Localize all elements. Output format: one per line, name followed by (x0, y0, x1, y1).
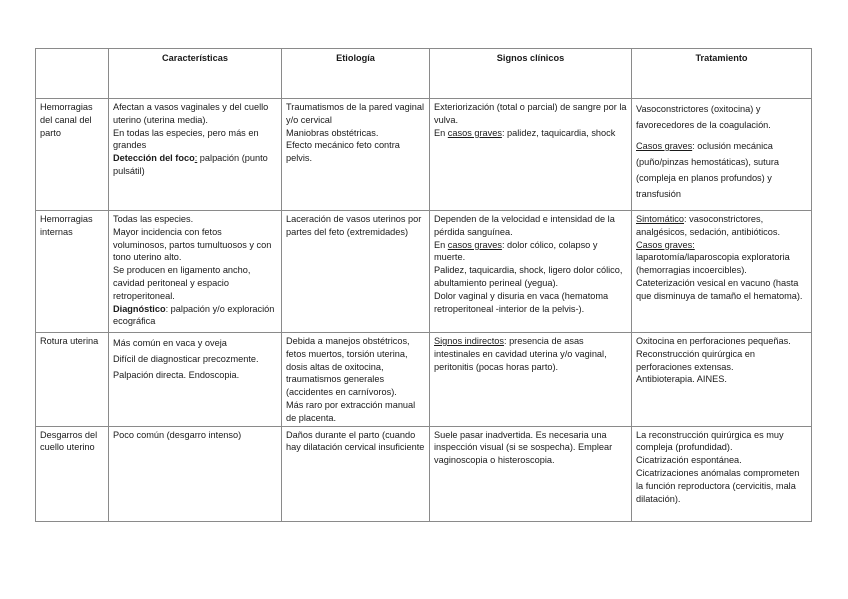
underlined-term: casos graves (447, 239, 502, 250)
cell-text: En (434, 127, 448, 138)
cell-signos-clinicos (430, 333, 632, 427)
cell-text: palpación (punto pulsátil) (113, 153, 268, 176)
cell-text: : vasoconstrictores, analgésicos, sedación, antibióticos. (636, 214, 781, 237)
cell-line: Maniobras obstétricas. (286, 127, 379, 138)
bold-term: Diagnóstico (113, 303, 166, 314)
cell-line (434, 239, 627, 265)
cell-tratamiento (632, 211, 812, 333)
table-row (36, 333, 812, 427)
cell-line (434, 335, 627, 373)
cell-line: Se producen en ligamento ancho, cavidad peritoneal y espacio retroperitoneal. (113, 265, 251, 301)
cell-line: Todas las especies. (113, 214, 194, 224)
cell-line: laparotomía/laparoscopia exploratoria (hemorragias incoercibles). (636, 252, 790, 276)
underlined-term: Casos graves (636, 141, 693, 151)
cell-text: : presencia de asas intestinales en cavidad uterina y/o vaginal, peritonitis (pocas horas parto). (434, 336, 607, 372)
cell-line: Palpación directa. Endoscopia. (113, 370, 240, 380)
cell-tratamiento (632, 426, 812, 521)
cell-line: Reconstrucción quirúrgica en perforaciones extensas. (636, 348, 755, 372)
cell-line: Palidez, taquicardia, shock, ligero dolor cólico, abultamiento perineal (yegua). (434, 265, 623, 288)
cell-line (113, 152, 277, 178)
cell-line: Suele pasar inadvertida. Es necesaria una inspección visual (si se sospecha). Emplear vaginoscopia o histeroscopia. (434, 429, 613, 466)
cell-line (636, 213, 807, 239)
cell-line: Afectan a vasos vaginales y del cuello uterino (uterina media). (113, 102, 269, 125)
cell-line: Exteriorización (total o parcial) de sangre por la vulva. (434, 102, 627, 125)
cell-line: Vasoconstrictores (oxitocina) y favorecedores de la coagulación. (636, 104, 771, 130)
cell-line: Difícil de diagnosticar precozmente. (113, 354, 259, 364)
cell-signos-clinicos (430, 426, 632, 521)
header-caracteristicas: Características (109, 49, 282, 99)
row-label: Hemorragias internas (36, 211, 109, 333)
cell-text: : palidez, taquicardia, shock (501, 127, 616, 138)
cell-caracteristicas (109, 333, 282, 427)
cell-text: : dolor cólico, colapso y muerte. (434, 239, 598, 263)
cell-text: : oclusión mecánica (puño/pinzas hemostáticas), sutura (compleja en planos profundos) y transfusión (636, 141, 779, 199)
cell-text: En (434, 239, 448, 250)
treatment-table (35, 48, 812, 522)
underlined-term: Signos indirectos (434, 336, 504, 346)
row-label: Desgarros del cuello uterino (36, 426, 109, 521)
cell-tratamiento (632, 333, 812, 427)
underlined-term: Casos graves: (636, 239, 695, 250)
table-row (36, 426, 812, 521)
header-row (36, 49, 812, 99)
cell-caracteristicas (109, 211, 282, 333)
cell-line: Más común en vaca y oveja (113, 338, 227, 348)
table-row (36, 99, 812, 211)
cell-etiologia (282, 99, 430, 211)
cell-line: Oxitocina en perforaciones pequeñas. (636, 336, 791, 346)
cell-line (636, 138, 807, 202)
header-signos-clinicos: Signos clínicos (430, 49, 632, 99)
cell-line: Dependen de la velocidad e intensidad de la pérdida sanguínea. (434, 214, 615, 237)
header-empty (36, 49, 109, 99)
cell-line: Más raro por extracción manual de placenta. (286, 399, 416, 423)
cell-line: Antibioterapia. AINES. (636, 374, 727, 385)
cell-caracteristicas (109, 99, 282, 211)
cell-caracteristicas (109, 426, 282, 521)
cell-line: Cicatrización espontánea. (636, 455, 742, 466)
cell-line: Cicatrizaciones anómalas comprometen la función reproductora (cervicitis, mala dilatación). (636, 467, 800, 504)
cell-line: Traumatismos de la pared vaginal y/o cervical (286, 102, 425, 125)
cell-line: Daños durante el parto (cuando hay dilatación cervical insuficiente (286, 429, 425, 453)
cell-line: La reconstrucción quirúrgica es muy compleja (profundidad). (636, 429, 784, 453)
cell-etiologia (282, 426, 430, 521)
cell-line (434, 127, 627, 140)
bold-term: Detección del foco (113, 153, 195, 164)
row-label: Rotura uterina (36, 333, 109, 427)
cell-tratamiento (632, 99, 812, 211)
cell-signos-clinicos (430, 99, 632, 211)
row-label: Hemorragias del canal del parto (36, 99, 109, 211)
cell-line: Debida a manejos obstétricos, fetos muertos, torsión uterina, dosis altas de oxitocina, traumatismos generales (accidentes en carnívoros). (286, 336, 410, 398)
underlined-term: casos graves (447, 127, 502, 138)
table-row (36, 211, 812, 333)
cell-line: Efecto mecánico feto contra pelvis. (286, 140, 400, 164)
header-etiologia: Etiología (282, 49, 430, 99)
cell-line: Poco común (desgarro intenso) (113, 429, 242, 440)
cell-text: : palpación y/o exploración ecográfica (113, 303, 275, 327)
underlined-term: : (194, 153, 198, 164)
cell-signos-clinicos (430, 211, 632, 333)
cell-line (113, 303, 277, 329)
cell-line: Cateterización vesical en vacuno (hasta que disminuya de tamaño el hematoma). (636, 277, 803, 301)
cell-line: Laceración de vasos uterinos por partes del feto (extremidades) (286, 214, 422, 237)
underlined-term: Sintomático (636, 214, 685, 224)
cell-line: En todas las especies, pero más en grandes (113, 127, 259, 151)
cell-etiologia (282, 333, 430, 427)
cell-line: Mayor incidencia con fetos voluminosos, partos tumultuosos y con tono uterino alto. (113, 226, 272, 263)
cell-etiologia (282, 211, 430, 333)
cell-line: Dolor vaginal y disuria en vaca (hematoma retroperitoneal -interior de la pelvis-). (434, 290, 609, 314)
header-tratamiento: Tratamiento (632, 49, 812, 99)
